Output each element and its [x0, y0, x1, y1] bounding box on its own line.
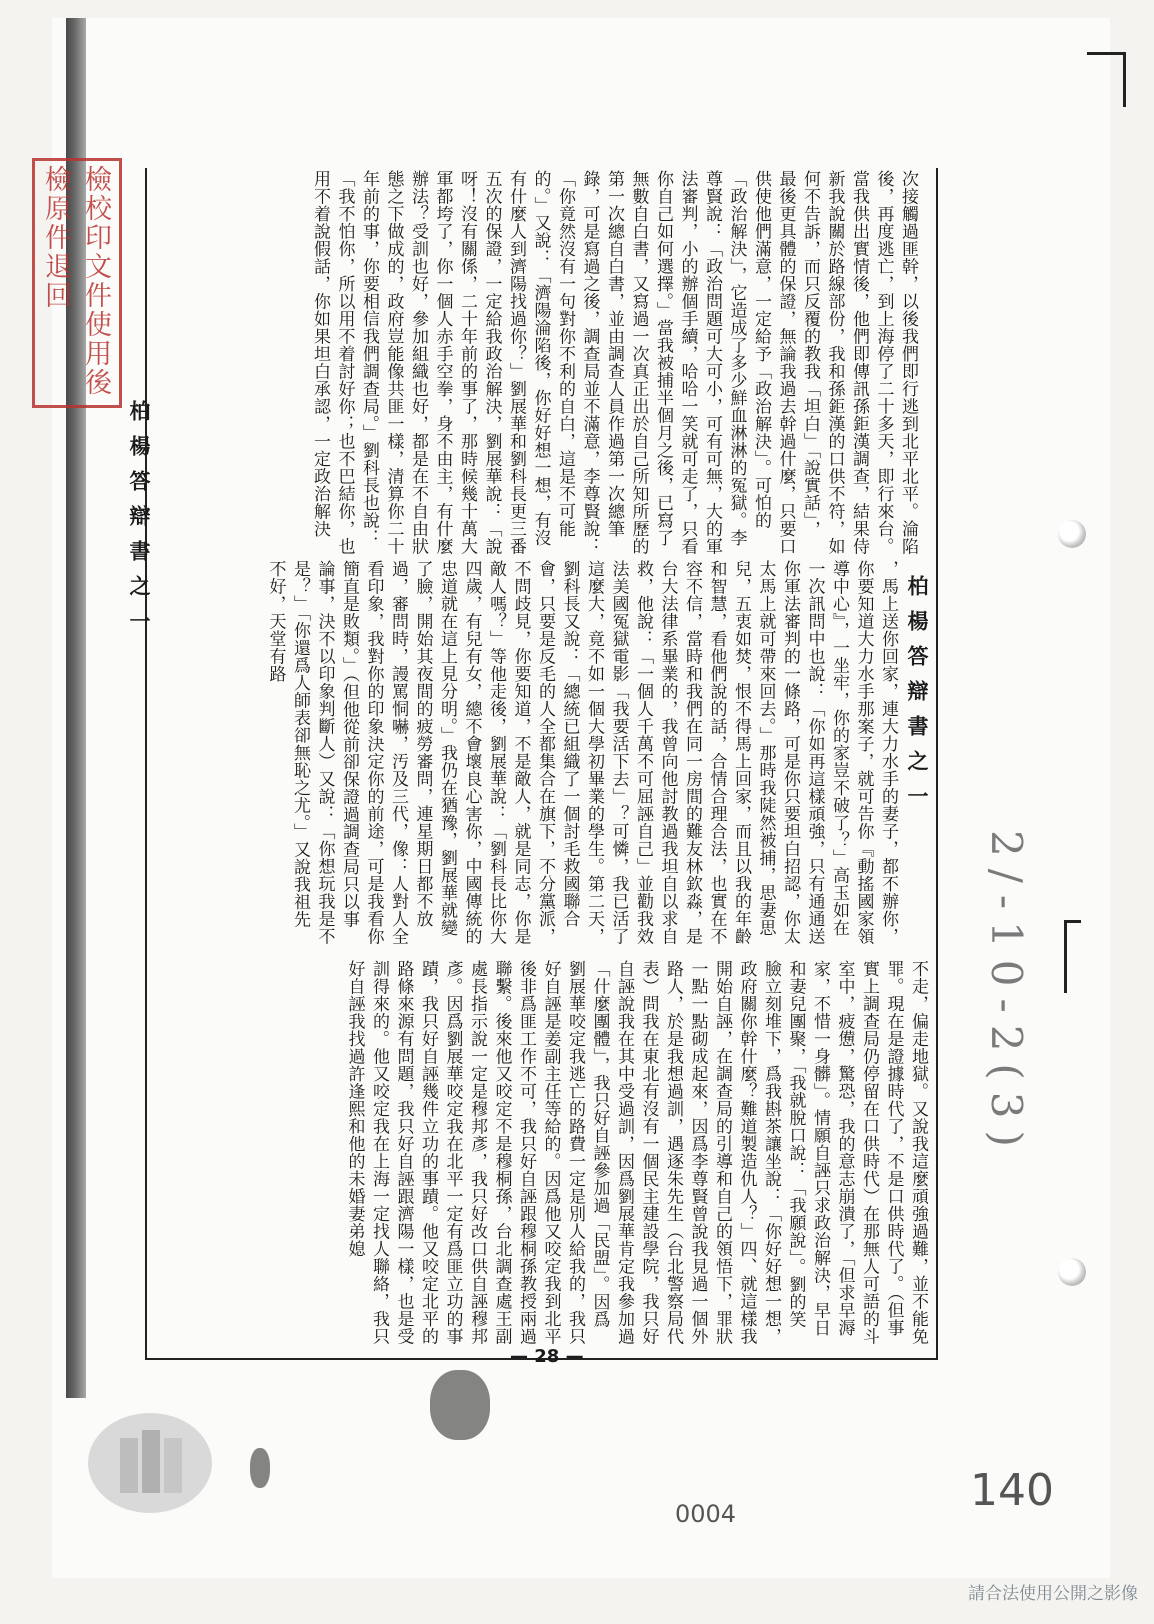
red-stamp: 檢校印文件使用後檢原件退回 — [32, 158, 122, 408]
page-number: — 28 — — [510, 1346, 584, 1367]
text-frame-right — [936, 168, 938, 1358]
text-block-upper-right — [160, 560, 900, 945]
handwritten-margin-note: 2/-10-2(3) — [982, 830, 1031, 1159]
scan-smudge — [250, 1448, 270, 1488]
handwritten-number: 140 — [970, 1465, 1054, 1516]
text-frame-left — [145, 168, 147, 1358]
paragraph: 不走，偏走地獄。又說我這麼頑強過難，並不能免罪。現在是證據時代了，不是口供時代了。（但事實上調查局仍停留在口供時代）在那無人可語的斗室中，疲憊，驚恐，我的意志崩潰了，「但求早溽家，不惜一身髒」。情願自誣只求政治解決，早日和妻兒團聚，「我就脫口說：「我願說」。劉的笑臉立刻堆下，爲我斟茶讓坐說：「你好好想一想，政府關你幹什麼？難道製造仇人？」四、就這樣我開始自誣，在調查局的引導和自己的領悟下，罪狀一點一點砌成起來，因爲李尊賢曾說我見過一個外路人，於是我想過訓，遇逐朱先生（台北警察局代表）問我在東北有沒有一個民主建設學院，我只好自誣說我在其中受過訓，因爲劉展華肯定我參加過「什麼團體」，我只好自誣參加過「民盟」。因爲劉展華咬定我逃亡的路費一定是別人給我的，我只好自誣是姜副主任等給的。因爲他又咬定我到北平後非爲匪工作不可，我只好自誣跟穆桐孫教授兩過聯繫。後來他又咬定不是穆桐孫，台北調查處王副處長指示說一定是穆邦彥，我只好改口供自誣穆邦彥。因爲劉展華咬定我在北平一定有爲匪立功的事蹟，我只好自誣幾件立功的事蹟。他又咬定北平的路條來源有問題，我只好自誣跟濟陽一樣，也是受訓得來的。他又咬定我在上海一定找人聯絡，我只好自誣我找過許逢熙和他的未婚妻弟媳 — [344, 960, 928, 1345]
archive-logo-icon — [80, 1408, 230, 1518]
handwritten-code: 0004 — [675, 1500, 737, 1528]
crop-mark-middle-right — [1064, 920, 1081, 993]
paragraph: ，馬上送你回家，連大力水手的妻子，都不辦你，你要知道大力水手那案子，就可告你『動搖國家領導中心』，一坐牢，你的家豈不破了？」高玉如在一次訊問中也說：「你如再這樣頑強，只有通通送你軍法審判的一條路，可是你只要坦白招認，你太太馬上就可帶來回去。」那時我陡然被捕，思妻思兒，五衷如焚，恨不得馬上回家，而且以我的年齡和智慧，看他們說的話，合情合理合法，也實在不容不信，當時和我們在同一房間的難友林欽淼，是台大法律系畢業的，我曾向他討教過我坦自以求自救，他說：「一個人千萬不可屈誣自己」並勸我效法美國冤獄電影「我要活下去」？可憐，我已活了這麼大，竟不如一個大學初畢業的學生。第二天，劉科長又說：「總統已組織了一個討毛救國聯合會，只要是反毛的人全都集合在旗下，不分黨派，不問歧見，你要知道，不是敵人，就是同志，你是敵人嗎？」等他走後，劉展華說：「劉科長比你大四歲，有兒有女，總不會壞良心害你，中國傳統的忠道就在這上見分明。」我仍在猶豫，劉展華就變了臉，開始其夜間的疲勞審問，連星期日都不放過，審問時，謾罵恫嚇，汚及三代，像：人對人全看印象，我對你的印象決定你的前途，可是我看你簡直是敗類。」（但他從前卻保證過調查局只以事論事，決不以印象判斷人）又說：「你想玩我是不是？」「你還爲人師表卻無恥之尤。」又說我祖先不好，天堂有路 — [265, 560, 898, 945]
text-block-upper-left — [160, 170, 920, 555]
scan-smudge — [430, 1370, 490, 1440]
usage-notice: 請合法使用公開之影像 — [968, 1584, 1138, 1604]
punch-hole — [1058, 520, 1086, 548]
crop-mark-top-right — [1087, 52, 1126, 107]
running-header-left: 柏楊答辯書之一 — [127, 400, 152, 645]
running-header-right: 柏楊答辯書之一 — [905, 575, 930, 820]
paragraph: 次接觸過匪幹，以後我們即行逃到北平北平。淪陷後，再度逃亡，到上海停了二十多天，即行來台。當我供出實情後，他們即傳訊孫鉅漢調查，結果侍新我說關於路線部份，我和孫鉅漢的口供不符，如何不告訴，而只反覆的教我「坦白」「說實話」，最後更具體的保證，無論我過去幹過什麼，只要口供使他們滿意，一定給予「政治解決」。可怕的「政治解決」，它造成了多少鮮血淋淋的冤獄。李尊賢說：「政治問題可大可小，可有可無，大的軍法審判，小的辦個手續，哈哈一笑就可走了，只看你自己如何選擇。」當我被捕半個月之後，已寫了無數自白書，又寫過一次真正出於自己所知所歷的第一次總自白書，並由調查人員作過第一次總筆錄，可是寫過之後，調查局並不滿意，李尊賢說：「你竟然沒有一句對你不利的自白，這是不可能的。」又說：「濟陽淪陷後，你好好想一想，有沒有什麼人到濟陽找過你？」劉展華和劉科長更三番五次的保證，一定給我政治解決，劉展華說：「說呀！沒有關係，二十年前的事了，那時候幾十萬大軍都垮了，你一個人赤手空拳，身不由主，有什麼辦法？受訓也好，參加組織也好，都是在不自由狀態之下做成的，政府豈能像共匪一樣，清算你二十年前的事，你要相信我們調查局。」劉科長也說：「我不怕你，所以用不着討好你；也不巴結你，也用不着說假話，你如果坦白承認，一定政治解決 — [310, 170, 918, 555]
text-block-lower — [160, 960, 930, 1345]
punch-hole — [1058, 1258, 1086, 1286]
